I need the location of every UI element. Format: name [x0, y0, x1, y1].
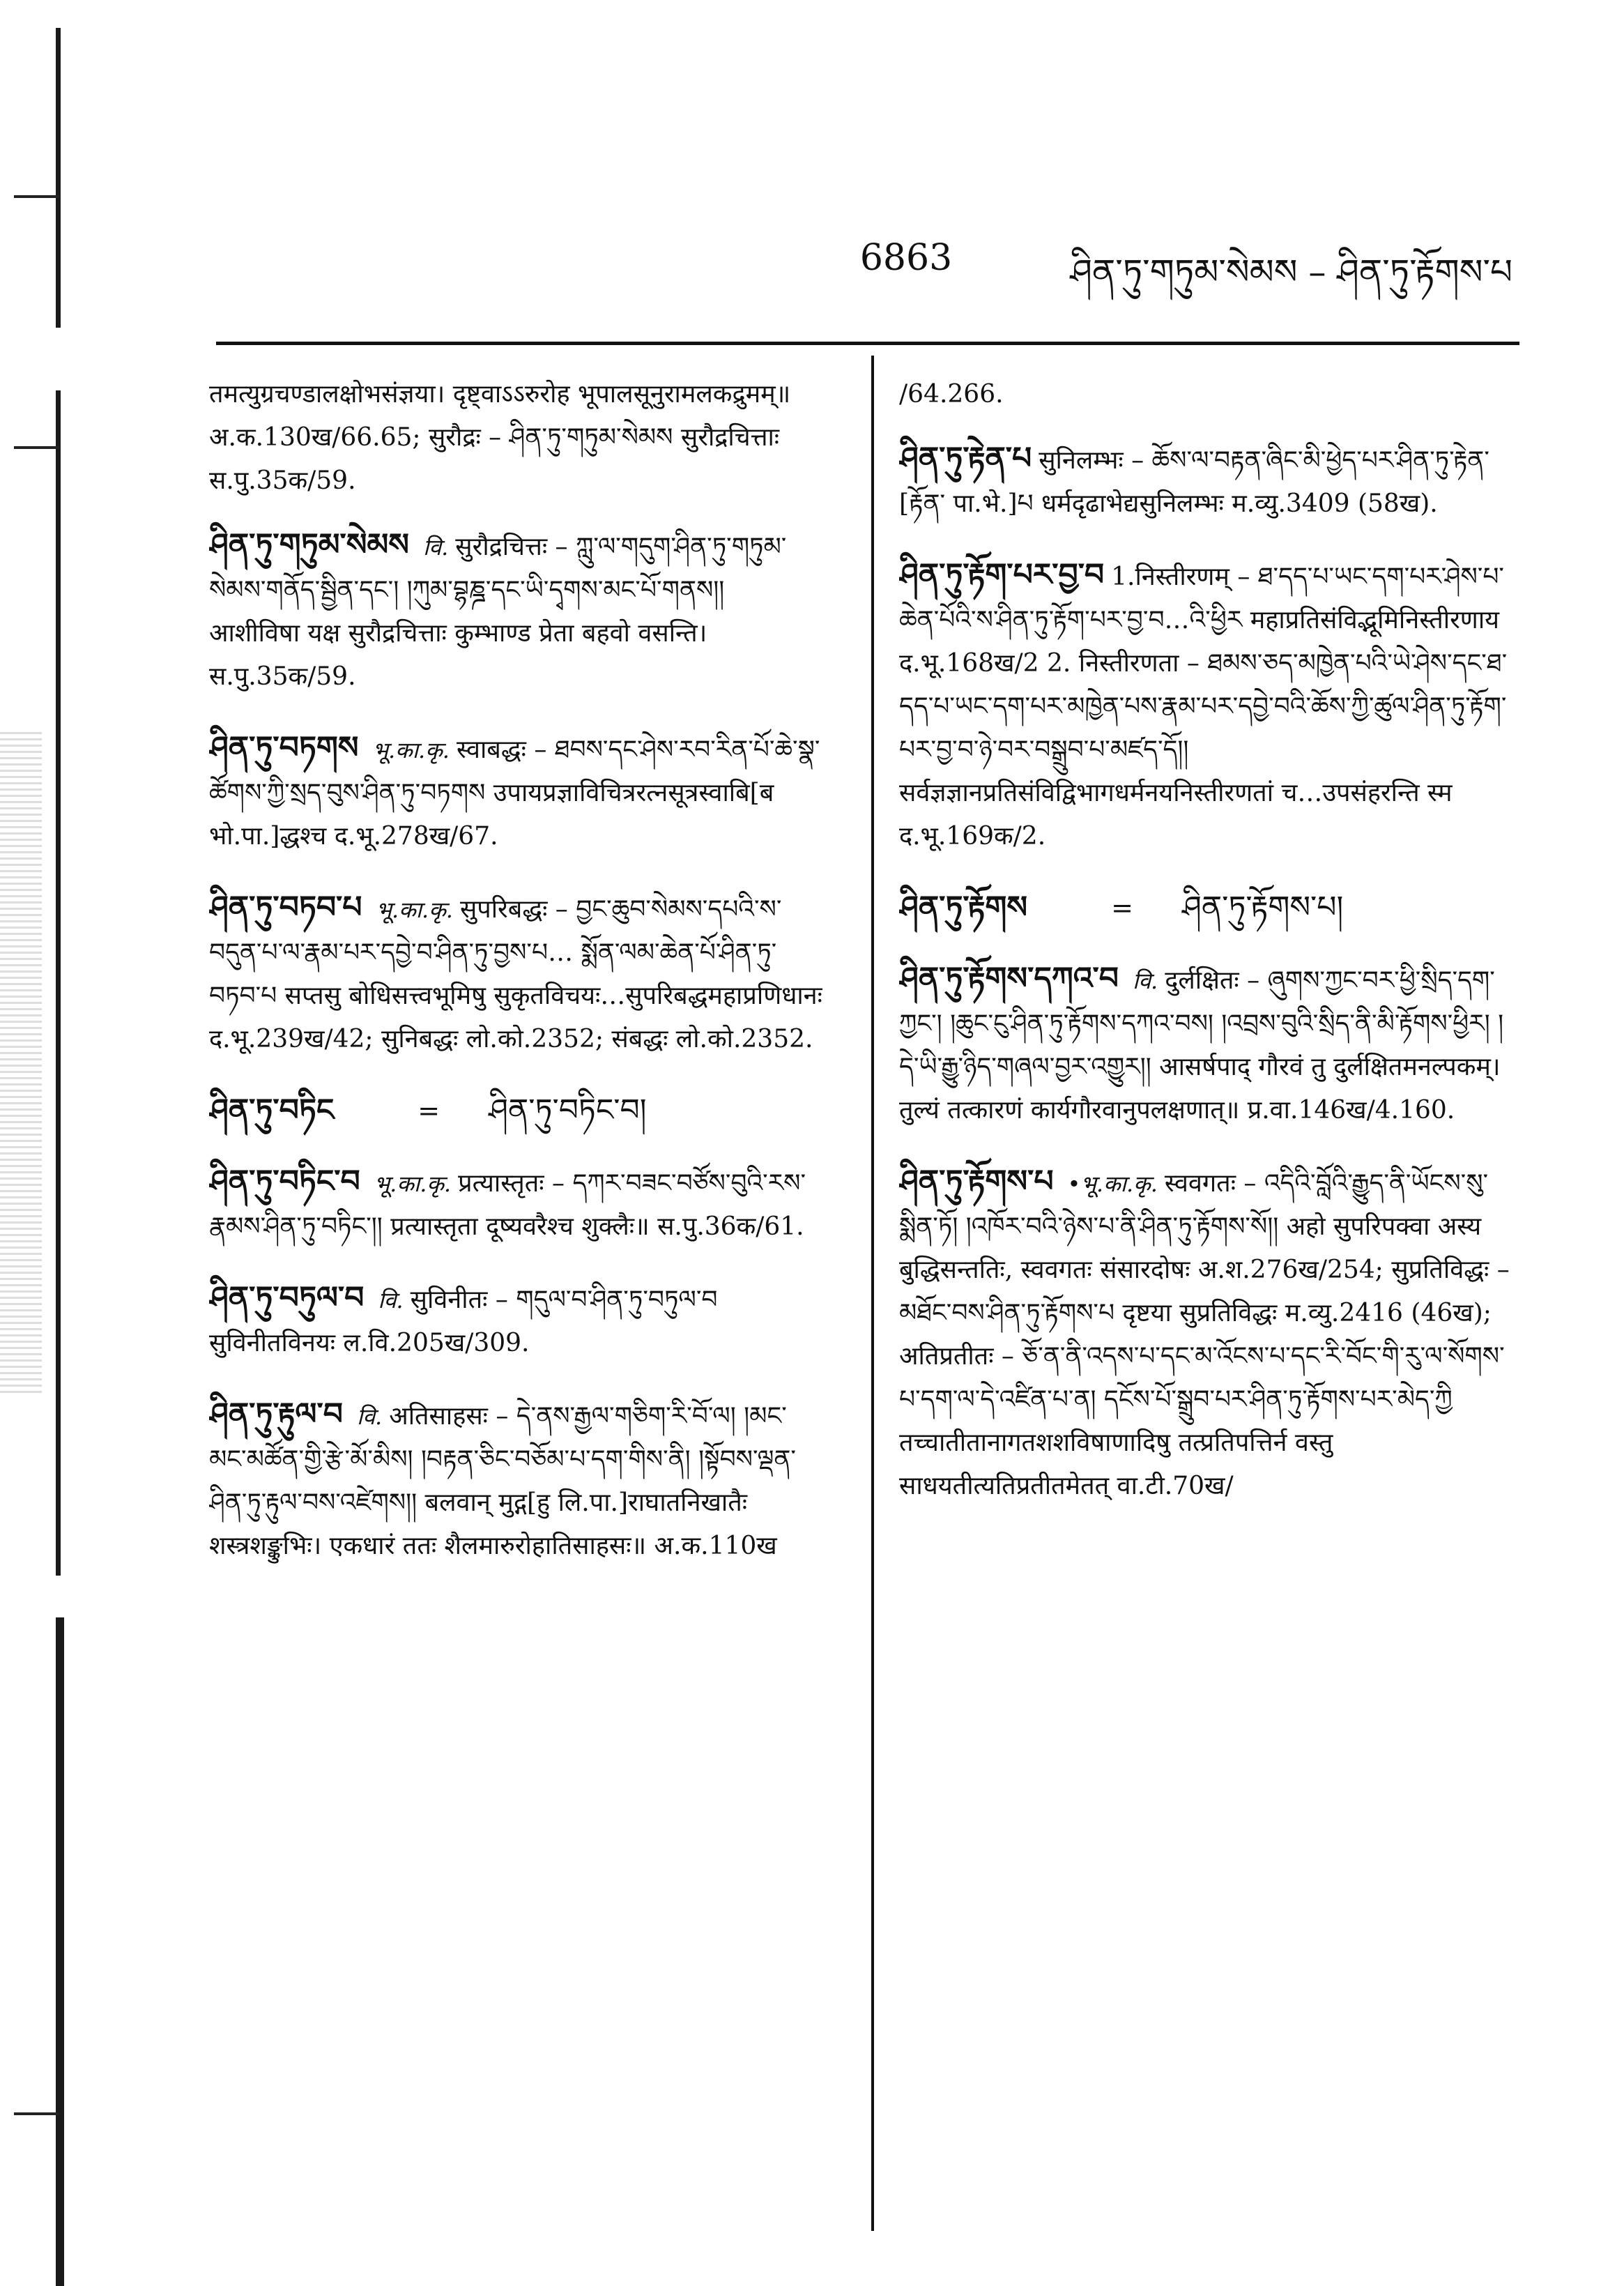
cross-reference	[209, 1089, 822, 1132]
dictionary-entry	[899, 957, 1512, 1132]
entry-text: 1.निस्तीरणम् – ཐ་དད་པ་ཡང་དག་པར་ཤེས་པ་ཆེན་པོའི་ས་ཤིན་ཏུ་རྟོག་པར་བྱ་བ…འི་ཕྱིར महाप्रतिसंविद्भूमिनिस्तीरणाय द.भू.168ख/2 2. निस्तीरणता – ཐམས་ཅད་མཁྱེན་པའི་ཡེ་ཤེས་དང་ཐ་དད་པ་ཡང་དག་པར་མཁྱེན་པས་རྣམ་པར་དབྱེ་བའི་ཆོས་ཀྱི་ཚུལ་ཤིན་ཏུ་རྟོག་པར་བྱ་བ་ཉེ་བར་བསྒྲུབ་པ་མཛད་དོ།། सर्वज्ञज्ञानप्रतिसंविद्विभागधर्मनयनिस्तीरणतां च…उपसंहरन्ति स्म द.भू.169क/2.	[899, 563, 1508, 851]
dictionary-entry	[899, 437, 1512, 526]
entry-text: /64.266.	[899, 380, 1004, 409]
grammar-label: वि.	[423, 534, 449, 561]
dictionary-entry	[209, 1160, 822, 1249]
grammar-label: भू.का.कृ.	[376, 897, 453, 923]
equals-sign: =	[1111, 892, 1133, 923]
scan-edge-line	[56, 390, 61, 1576]
running-head: ཤིན་ཏུ་གཏུམ་སེམས – ཤིན་ཏུ་རྟོགས་པ	[1070, 252, 1512, 292]
dictionary-entry	[209, 726, 822, 858]
dictionary-entry	[209, 886, 822, 1061]
entry-text: सुरौद्रचित्तः – ཀླུ་ལ་གདུག་ཤིན་ཏུ་གཏུམ་སེམས་གནོད་སྦྱིན་དང་། །ཀུམ་བྷཎྜ་དང་ཡི་དྭགས་མང་པོ་གནས།། आशीविषा यक्ष सुरौद्रचित्ताः कुम्भाण्ड प्रेता बहवो वसन्ति। स.पु.35क/59.	[209, 533, 787, 691]
column-divider	[871, 356, 874, 2231]
left-column	[209, 373, 822, 2255]
dictionary-entry	[209, 1393, 822, 1568]
scan-edge-tick	[14, 446, 59, 449]
equals-sign: =	[418, 1095, 441, 1126]
grammar-label: वि.	[1132, 968, 1158, 994]
entry-text: स्वाबद्धः – ཐབས་དང་ཤེས་རབ་རིན་པོ་ཆེ་སྣ་ཚོགས་ཀྱི་སྲད་བུས་ཤིན་ཏུ་བཏགས उपायप्रज्ञाविचित्ररत्नसूत्रस्वाबि[ब भो.पा.]द्धश्च द.भू.278ख/67.	[209, 736, 820, 851]
headword: ཤིན་ཏུ་བཏིང་བ	[209, 1164, 360, 1199]
cross-reference-target: ཤིན་ཏུ་བཏིང་བ།	[489, 1092, 647, 1128]
entry-text: अतिसाहसः – དེ་ནས་རྒྱལ་གཅིག་རི་བོ་ལ། །མང་མང་མཚོན་གྱི་རྩེ་མོ་མིས། །བརྟན་ཅིང་བཅོམ་པ་དག་གིས་ནི། །སྟོབས་ལྡན་ཤིན་ཏུ་རྟུལ་བས་འཛེགས།། बलवान् मुद्ग[हु लि.पा.]राघातनिखातैः शस्त्रशङ्कुभिः। एकधारं ततः शैलमारुरोहातिसाहसः॥ अ.क.110ख	[209, 1402, 796, 1560]
entry-text: प्रत्यास्तृतः – དཀར་བཟང་བཙོས་བུའི་རས་རྣམས་ཤིན་ཏུ་བཏིང་།། प्रत्यास्तृता दूष्यवरैश्च शुक्लैः॥ स.पु.36क/61.	[209, 1169, 806, 1241]
headword: ཤིན་ཏུ་རྟོགས་པ	[899, 1164, 1054, 1199]
binding-shadow	[0, 732, 42, 1394]
scan-edge-tick	[14, 2112, 59, 2115]
grammar-label: वि.	[378, 1287, 404, 1313]
entry-text: स्ववगतः – འདིའི་བློའི་རྒྱུད་ནི་ཡོངས་སུ་སྨིན་ཏོ། །འཁོར་བའི་ཉེས་པ་ནི་ཤིན་ཏུ་རྟོགས་སོ།། अहो सुपरिपक्वा अस्य बुद्धिसन्ततिः, स्ववगतः संसारदोषः अ.श.276ख/254; सुप्रतिविद्धः – མཐོང་བས་ཤིན་ཏུ་རྟོགས་པ दृष्टया सुप्रतिविद्धः म.व्यु.2416 (46ख); अतिप्रतीतः – ཅོ་ན་ནི་འདས་པ་དང་མ་འོངས་པ་དང་རི་བོང་གི་རུ་ལ་སོགས་པ་དག་ལ་དེ་འཛིན་པ་ན། དངོས་པོ་སྒྲུབ་པར་ཤིན་ཏུ་རྟོགས་པར་མེད་ཀྱི तच्चातीतानागतशशविषाणादिषु तत्प्रतिपत्तिर्न वस्तु साधयतीत्यतिप्रतीतमेतत् वा.टी.70ख/	[899, 1169, 1510, 1500]
dictionary-entry	[899, 554, 1512, 858]
headword: ཤིན་ཏུ་བཏུལ་བ	[209, 1280, 365, 1316]
headword: ཤིན་ཏུ་བཏིང	[209, 1092, 335, 1128]
entry-continuation	[899, 373, 1512, 416]
entry-text: सुनिलम्भः – ཆོས་ལ་བརྟན་ཞིང་མི་ཕྱེད་པར་ཤིན་ཏུ་རྟེན་[རྟོན་ पा.भे.]པ धर्मदृढाभेद्यसुनिलम्भः म.व्यु.3409 (58ख).	[899, 446, 1489, 518]
entry-text: तमत्युग्रचण्डालक्षोभसंज्ञया। दृष्ट्वाऽऽरुरोह भूपालसूनुरामलकद्रुमम्॥ अ.क.130ख/66.65; सुरौद्रः – ཤིན་ཏུ་གཏུམ་སེམས सुरौद्रचित्ताः स.पु.35क/59.	[209, 380, 791, 495]
right-column	[899, 373, 1512, 2255]
header-rule	[216, 342, 1519, 345]
entry-text: दुर्लक्षितः – ཞུགས་ཀྱང་བར་ཕྱི་སྲིད་དག་ཀྱང་། །ཆུང་ངུ་ཤིན་ཏུ་རྟོགས་དཀའ་བས། །འབྲས་བུའི་སྲིད་ནི་མི་རྟོགས་ཕྱིར། །དེ་ཡི་རྒྱུ་ཉིད་གཞལ་བྱར་འགྱུར།། आसर्षपाद् गौरवं तु दुर्लक्षितमनल्पकम्। तुल्यं तत्कारणं कार्यगौरवानुपलक्षणात्॥ प्र.वा.146ख/4.160.	[899, 966, 1504, 1125]
page-header	[0, 0, 1624, 328]
cross-reference-target: ཤིན་ཏུ་རྟོགས་པ།	[1181, 890, 1344, 925]
headword: ཤིན་ཏུ་བཏབ་པ	[209, 890, 362, 925]
page-number: 6863	[859, 237, 953, 279]
cross-reference	[899, 886, 1512, 929]
headword: ཤིན་ཏུ་རྟེན་པ	[899, 441, 1032, 476]
scan-edge-line	[56, 1617, 64, 2286]
headword: ཤིན་ཏུ་རྟོགས་དཀའ་བ	[899, 961, 1119, 996]
dictionary-entry	[209, 1277, 822, 1365]
headword: ཤིན་ཏུ་རྟོག་པར་བྱ་བ	[899, 557, 1105, 593]
headword: ཤིན་ཏུ་རྟུལ་བ	[209, 1396, 343, 1432]
dictionary-entry	[899, 1160, 1512, 1508]
grammar-label: वि.	[356, 1403, 383, 1430]
grammar-label: •भू.का.कृ.	[1067, 1171, 1158, 1197]
headword: ཤིན་ཏུ་གཏུམ་སེམས	[209, 527, 410, 563]
dictionary-entry	[209, 524, 822, 699]
entry-text: सुपरिबद्धः – བྱང་ཆུབ་སེམས་དཔའི་ས་བདུན་པ་ལ་རྣམ་པར་དབྱེ་བ་ཤིན་ཏུ་བྱས་པ… སྨོན་ལམ་ཆེན་པོ་ཤིན་ཏུ་བཏབ་པ सप्तसु बोधिसत्त्वभूमिषु सुकृतविचयः…सुपरिबद्धमहाप्रणिधानः द.भू.239ख/42; सुनिबद्धः लो.को.2352; संबद्धः लो.को.2352.	[209, 895, 822, 1053]
grammar-label: भू.का.कृ.	[374, 1171, 452, 1197]
entry-continuation	[209, 373, 822, 503]
grammar-label: भू.का.कृ.	[372, 737, 450, 763]
headword: ཤིན་ཏུ་བཏགས	[209, 730, 359, 765]
entry-text: सुविनीतः – གདུལ་བ་ཤིན་ཏུ་བཏུལ་བ सुविनीतविनयः ल.वि.205ख/309.	[209, 1286, 718, 1357]
headword: ཤིན་ཏུ་རྟོགས	[899, 890, 1028, 925]
